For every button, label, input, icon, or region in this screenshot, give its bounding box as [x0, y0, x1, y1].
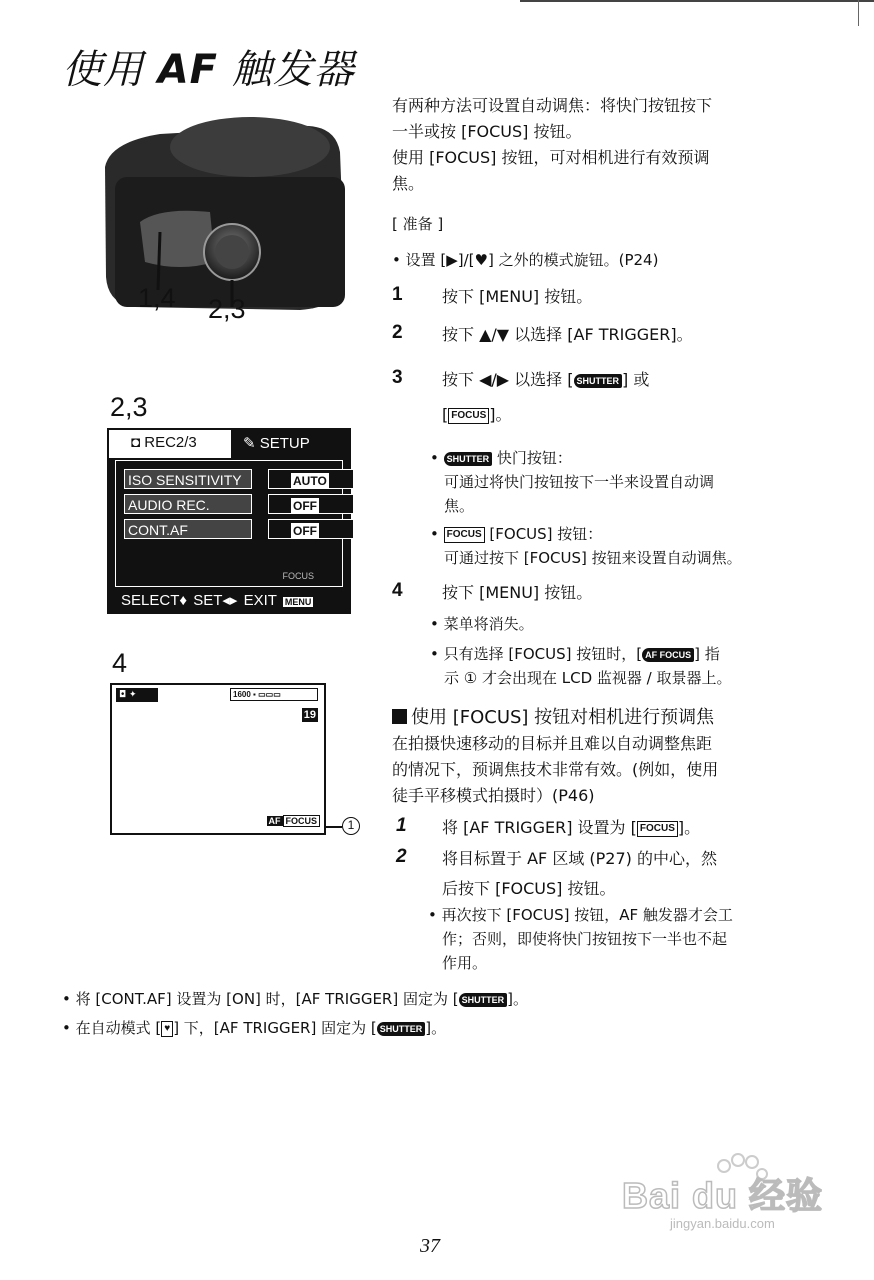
step-3-number: 3	[392, 367, 403, 388]
camera-icon: ◘	[131, 434, 145, 451]
camera-label-1-4: 1,4	[138, 283, 176, 313]
section-paragraph: 在拍摄快速移动的目标并且难以自动调整焦距 的情况下，预调焦技术非常有效。(例如，使用 徒手平移模式拍摄时）(P46)	[392, 734, 719, 805]
menu-row: AUDIO REC. OFF	[124, 494, 340, 514]
step-4-text: 按下 [MENU] 按钮。	[442, 583, 593, 602]
section-step-2-number: 2	[396, 846, 407, 867]
section-step-1-number: 1	[396, 815, 407, 836]
step-4-number: 4	[392, 580, 403, 601]
shutter-icon: SHUTTER	[377, 1022, 426, 1036]
section-step-2-text: 将目标置于 AF 区域 (P27) 的中心，然 后按下 [FOCUS] 按钮。	[442, 849, 717, 898]
lcd-screen	[110, 683, 326, 835]
heart-icon: ♥	[161, 1021, 173, 1037]
step-3-note-shutter: • SHUTTER 快门按钮： 可通过将快门按钮按下一半来设置自动调 焦。	[430, 446, 790, 518]
footnote-2: • 在自动模式 [ ♥ ] 下，[AF TRIGGER] 固定为 [ SHUTTER ]。	[62, 1016, 802, 1040]
watermark-brand: Bai du 经验	[622, 1175, 824, 1216]
square-bullet-icon	[392, 709, 407, 724]
updown-icon: ♦	[179, 592, 188, 609]
step-2-text: 按下 ▲/▼ 以选择 [AF TRIGGER]。	[442, 325, 693, 344]
iso-indicator: 1600 ▪ ▭▭▭	[230, 688, 318, 701]
menu-focus-hint: FOCUS	[282, 571, 314, 581]
step-1-text: 按下 [MENU] 按钮。	[442, 287, 593, 306]
page-number: 37	[420, 1235, 440, 1257]
step-1-number: 1	[392, 284, 403, 305]
shutter-icon: SHUTTER	[444, 452, 493, 466]
focus-icon: FOCUS	[448, 408, 489, 424]
menu-tab-rec: ◘ REC2/3	[109, 430, 229, 458]
callout-1: 1	[342, 815, 360, 835]
shutter-icon: SHUTTER	[459, 993, 508, 1007]
top-right-rule	[858, 0, 859, 26]
page-title: 使用 AF 触发器	[62, 47, 355, 93]
af-focus-indicator: AF FOCUS	[267, 815, 321, 828]
mode-icon: ◘ ✦	[116, 688, 158, 702]
section-note: • 再次按下 [FOCUS] 按钮，AF 触发器才会工 作；否则，即使将快门按钮按下一半也不起 作用。	[428, 903, 798, 975]
focus-icon: FOCUS	[637, 821, 678, 837]
focus-icon: FOCUS	[444, 527, 485, 543]
shutter-icon: SHUTTER	[574, 374, 623, 388]
step-2-number: 2	[392, 322, 403, 343]
menu-tab-setup: ✎ SETUP	[229, 430, 349, 458]
af-focus-icon: AF FOCUS	[642, 648, 694, 662]
lcd-figure-label: 4	[112, 648, 128, 678]
step-3-note-focus: • FOCUS [FOCUS] 按钮： 可通过按下 [FOCUS] 按钮来设置自动调焦。	[430, 522, 800, 570]
baidu-watermark	[622, 1160, 842, 1240]
section-step-1-text: 将 [AF TRIGGER] 设置为 [ FOCUS ]。	[442, 818, 701, 837]
shot-count: 19	[303, 709, 316, 721]
step-3-text: 按下 ◀/▶ 以选择 [ SHUTTER ] 或	[442, 370, 650, 389]
prep-bullet: • 设置 [▶]/[♥] 之外的模式旋钮。(P24)	[392, 248, 658, 272]
menu-body	[115, 460, 343, 587]
menu-screen	[107, 428, 351, 614]
camera-label-2-3: 2,3	[208, 294, 246, 324]
battery-icon: ▪ ▭▭▭	[253, 690, 281, 699]
step-3-text-cont: [ FOCUS ]。	[442, 405, 512, 424]
menu-row: ISO SENSITIVITY AUTO	[124, 469, 340, 489]
callout-line	[326, 826, 342, 828]
menu-row: CONT.AF OFF	[124, 519, 340, 539]
leftright-icon: ◂▸	[222, 592, 238, 609]
prep-header: [ 准备 ]	[392, 215, 444, 233]
step-4-notes: • 菜单将消失。 • 只有选择 [FOCUS] 按钮时，[ AF FOCUS ] 指 示 ① 才会出现在 LCD 监视器 / 取景器上。	[430, 612, 800, 690]
wrench-icon: ✎	[243, 435, 260, 452]
section-heading: 使用 [FOCUS] 按钮对相机进行预调焦	[392, 703, 714, 729]
menu-figure-label: 2,3	[110, 392, 148, 422]
intro-text: 有两种方法可设置自动调焦：将快门按钮按下 一半或按 [FOCUS] 按钮。 使用 [FOCUS] 按钮，可对相机进行有效预调 焦。	[392, 96, 713, 193]
watermark-url: jingyan.baidu.com	[670, 1216, 775, 1231]
top-rule	[520, 0, 874, 2]
footnote-1: • 将 [CONT.AF] 设置为 [ON] 时，[AF TRIGGER] 固定为 [ SHUTTER ]。	[62, 987, 802, 1011]
menu-footer: SELECT♦ SET◂▸ EXIT MENU	[121, 592, 312, 609]
